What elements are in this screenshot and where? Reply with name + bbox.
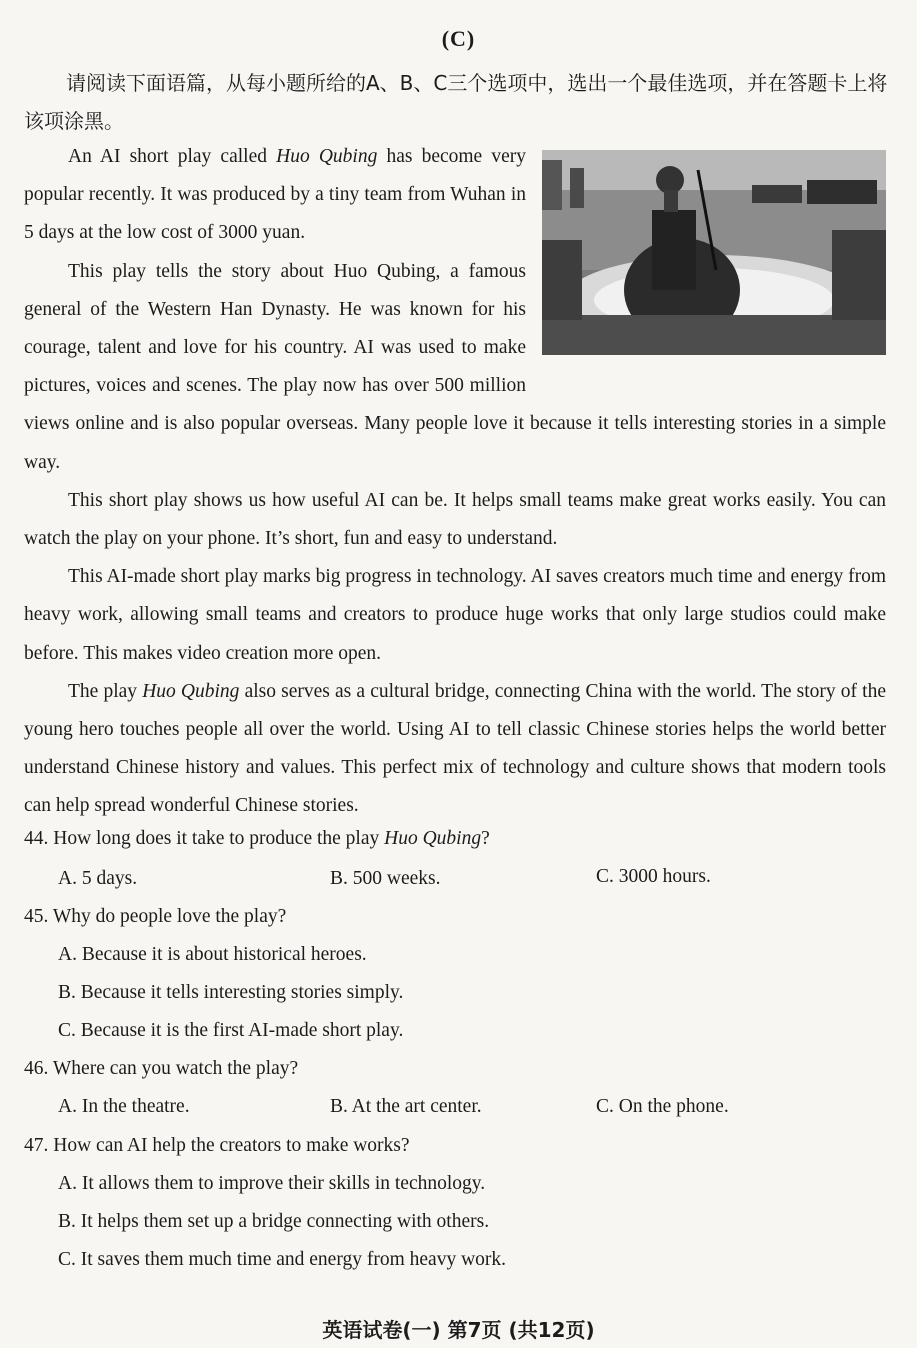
q44-option-a: A. 5 days.	[58, 868, 138, 889]
section-title: (C)	[441, 26, 476, 51]
q46-option-c: C. On the phone.	[596, 1096, 729, 1117]
question-47: 47. How can AI help the creators to make works?	[24, 1135, 410, 1156]
q47-option-a: A. It allows them to improve their skills in technology.	[58, 1173, 486, 1194]
question-45: 45. Why do people love the play?	[24, 906, 287, 927]
q47-option-c: C. It saves them much time and energy from heavy work.	[58, 1249, 507, 1270]
q45-option-c: C. Because it is the first AI-made short play.	[58, 1020, 404, 1041]
q45-option-b: B. Because it tells interesting stories simply.	[58, 982, 404, 1003]
q47-option-b: B. It helps them set up a bridge connecting with others.	[58, 1211, 490, 1232]
q44-option-b: B. 500 weeks.	[330, 868, 441, 889]
q46-option-b: B. At the art center.	[330, 1096, 482, 1117]
passage	[24, 138, 886, 826]
passage-paragraph-1: An AI short play called Huo Qubing has become very popular recently. It was produced by a tiny team from Wuhan in 5 days at the low cost of 3000 yuan.	[24, 146, 526, 244]
q45-option-a: A. Because it is about historical heroes.	[58, 944, 367, 965]
question-46: 46. Where can you watch the play?	[24, 1058, 299, 1079]
passage-paragraph-3: This short play shows us how useful AI can be. It helps small teams make great works easily. You can watch the play on your phone. It’s short, fun and easy to understand.	[24, 489, 886, 550]
q46-option-a: A. In the theatre.	[58, 1096, 190, 1117]
instructions: 请阅读下面语篇，从每小题所给的A、B、C三个选项中，选出一个最佳选项，并在答题卡上将该项涂黑。	[24, 71, 888, 133]
passage-paragraph-5: The play Huo Qubing also serves as a cultural bridge, connecting China with the world. The story of the young hero touches people all over the world. Using AI to tell classic Chinese stories helps the world better understand Chinese history and values. This perfect mix of technology and culture shows that modern tools can help spread wonderful Chinese stories.	[24, 680, 886, 817]
q44-option-c: C. 3000 hours.	[596, 866, 711, 887]
page-footer: 英语试卷(一) 第7页 (共12页)	[322, 1318, 595, 1342]
photo-spacer	[526, 138, 886, 368]
passage-paragraph-2: This play tells the story about Huo Qubing, a famous general of the Western Han Dynasty. He was known for his courage, talent and love for his country. AI was used to make pictures, voices and scenes. The play now has over 500 million views online and is also popular overseas. Many people love it because it tells interesting stories in a simple way.	[24, 260, 886, 473]
passage-paragraph-4: This AI-made short play marks big progress in technology. AI saves creators much time and energy from heavy work, allowing small teams and creators to produce huge works that only large studios could make before. This makes video creation more open.	[24, 566, 886, 664]
question-44: 44. How long does it take to produce the play Huo Qubing?	[24, 828, 490, 849]
